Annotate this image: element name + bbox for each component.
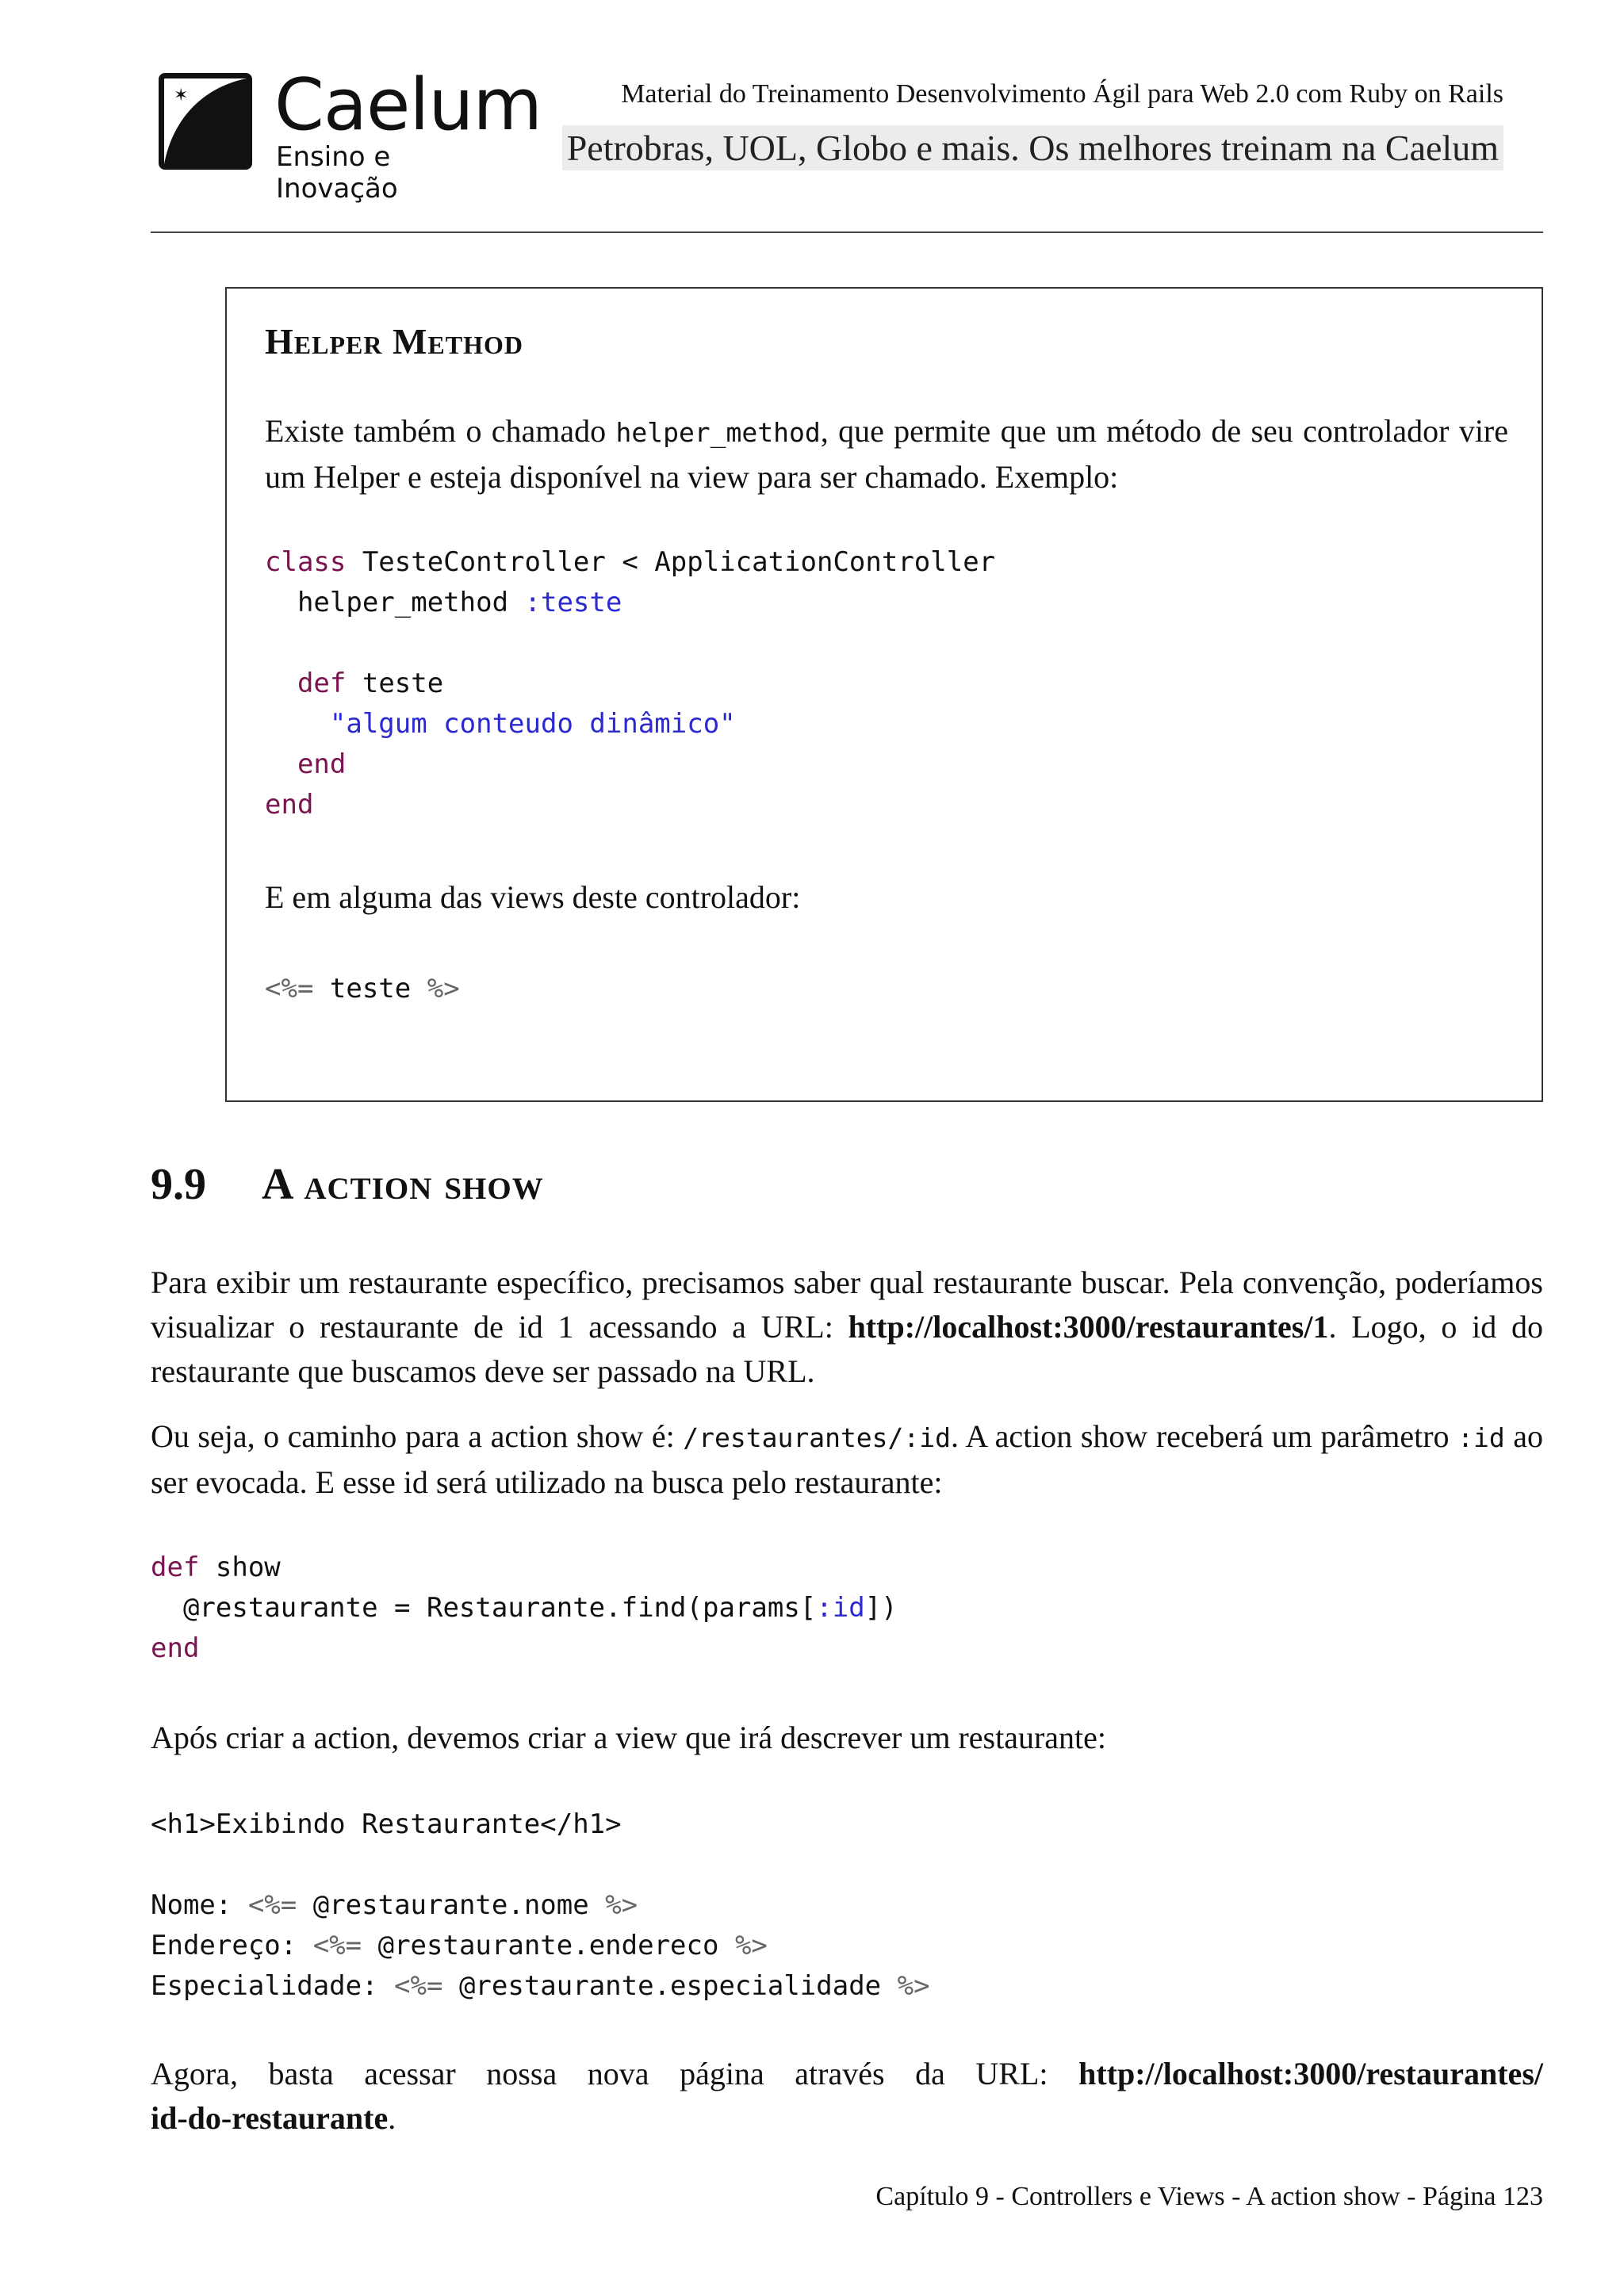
box-paragraph-1: Existe também o chamado helper_method, que permite que um método de seu controlador vire um Helper e esteja disponível na view para ser chamado. Exemplo: xyxy=(265,413,1509,495)
box-title: Helper Method xyxy=(265,321,523,362)
logo-tagline: Ensino e Inovação xyxy=(276,141,398,205)
page-footer: Capítulo 9 - Controllers e Views - A action show - Página 123 xyxy=(875,2182,1543,2211)
header-divider xyxy=(151,232,1543,233)
inline-code-id: :id xyxy=(1457,1422,1505,1453)
logo-name: Caelum xyxy=(274,63,542,147)
code-block-show-action: def show @restaurante = Restaurante.find(params[:id]) end xyxy=(151,1552,898,1664)
section-paragraph-4: Agora, basta acessar nossa nova página através da URL: http://localhost:3000/restaurantes/ id-do-restaurante. xyxy=(151,2056,1543,2136)
url-restaurante-id-part1: http://localhost:3000/restaurantes/ xyxy=(1078,2056,1543,2091)
caelum-logo xyxy=(155,63,542,205)
section-paragraph-1: Para exibir um restaurante específico, precisamos saber qual restaurante buscar. Pela convenção, poderíamos visualizar o restaurante de id 1 acessando a URL: http://localhost:3000/restaurantes/1. Logo, o id do restaurante que buscamos deve ser passado na URL. xyxy=(151,1265,1544,1389)
logo-mark-icon xyxy=(159,73,252,170)
section-paragraph-2: Ou seja, o caminho para a action show é: /restaurantes/:id. A action show receberá um parâmetro :id ao ser evocada. E esse id será utilizado na busca pelo restaurante: xyxy=(151,1418,1543,1500)
svg-text:✶: ✶ xyxy=(174,86,189,105)
header-promo: Petrobras, UOL, Globo e mais. Os melhores treinam na Caelum xyxy=(562,125,1503,170)
url-restaurante-id-part2: id-do-restaurante xyxy=(151,2100,389,2136)
inline-code-route: /restaurantes/:id xyxy=(683,1422,952,1453)
section-heading: 9.9 A action show xyxy=(151,1160,544,1209)
code-block-show-view: <h1>Exibindo Restaurante</h1> Nome: <%= @restaurante.nome %> Endereço: <%= @restaurante.endereco %> Especialidade: <%= @restaurante.especialidade %> xyxy=(151,1808,930,2002)
inline-code: helper_method xyxy=(615,417,821,448)
section-paragraph-3: Após criar a action, devemos criar a view que irá descrever um restaurante: xyxy=(151,1720,1106,1755)
logo-curve-icon xyxy=(164,78,247,164)
code-block-controller: class TesteController < ApplicationController helper_method :teste def teste "algum conteudo dinâmico" end end xyxy=(265,546,996,821)
box-paragraph-2: E em alguma das views deste controlador: xyxy=(265,879,801,915)
code-block-view-call: <%= teste %> xyxy=(265,973,460,1004)
header-course-title: Material do Treinamento Desenvolvimento Ágil para Web 2.0 com Ruby on Rails xyxy=(621,79,1503,109)
url-restaurante-1: http://localhost:3000/restaurantes/1 xyxy=(848,1309,1329,1345)
